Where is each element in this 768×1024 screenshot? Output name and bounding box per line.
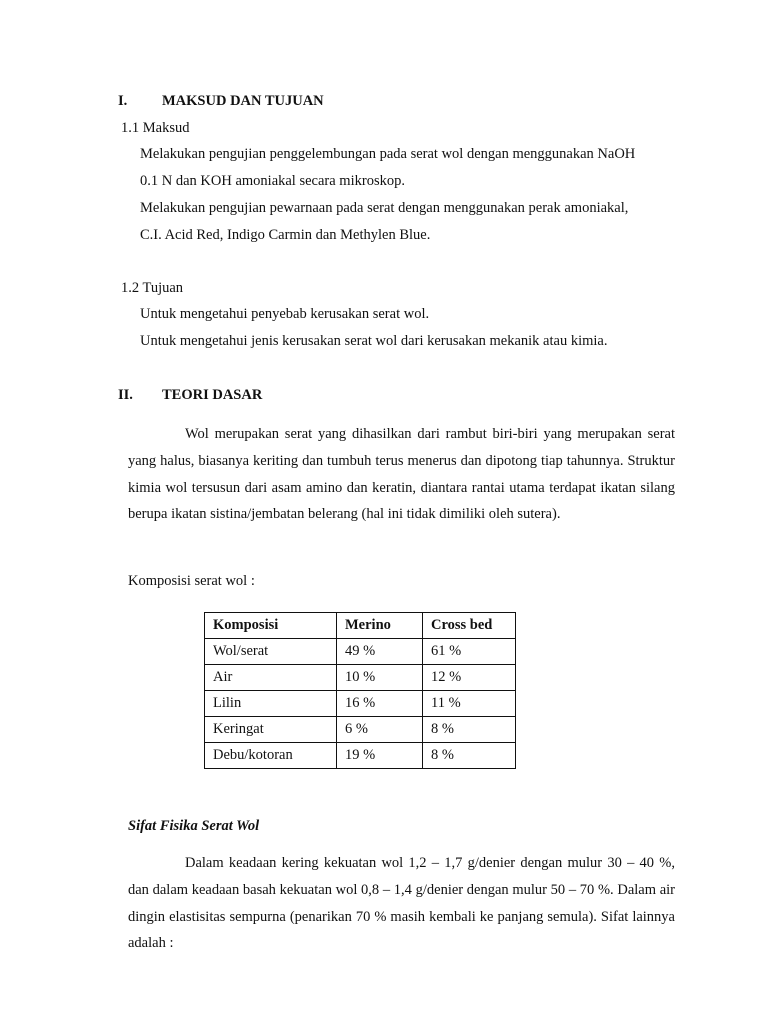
- table-cell: 8 %: [423, 717, 516, 743]
- section-2-number: II.: [118, 387, 133, 403]
- section-1-number: I.: [118, 93, 128, 109]
- teori-paragraph: [128, 421, 675, 528]
- table-cell: 8 %: [423, 743, 516, 769]
- table-header-merino: Merino: [337, 613, 423, 639]
- section-1-title: MAKSUD DAN TUJUAN: [162, 93, 324, 109]
- table-cell: 12 %: [423, 665, 516, 691]
- sifat-fisika-heading: Sifat Fisika Serat Wol: [128, 818, 260, 834]
- table-row: [205, 717, 516, 743]
- table-header-row: [205, 613, 516, 639]
- tujuan-heading: 1.2 Tujuan: [121, 280, 184, 296]
- table-row: [205, 639, 516, 665]
- table-cell: Debu/kotoran: [205, 743, 337, 769]
- maksud-line-1: Melakukan pengujian penggelembungan pada serat wol dengan menggunakan NaOH: [140, 146, 636, 162]
- table-cell: 16 %: [337, 691, 423, 717]
- table-cell: 11 %: [423, 691, 516, 717]
- table-cell: Wol/serat: [205, 639, 337, 665]
- table-cell: 61 %: [423, 639, 516, 665]
- maksud-line-3: Melakukan pengujian pewarnaan pada serat dengan menggunakan perak amoniakal,: [140, 200, 629, 216]
- table-cell: 10 %: [337, 665, 423, 691]
- table-header-cross-bed: Cross bed: [423, 613, 516, 639]
- table-cell: 19 %: [337, 743, 423, 769]
- sifat-paragraph-text: Dalam keadaan kering kekuatan wol 1,2 – 1,7 g/denier dengan mulur 30 – 40 %, dan dalam keadaan basah kekuatan wol 0,8 – 1,4 g/denier dengan mulur 50 – 70 %. Dalam air dingin elastisitas sempurna (penarikan 70 % masih kembali ke panjang semula). Sifat lainnya adalah :: [128, 855, 675, 952]
- table-cell: 6 %: [337, 717, 423, 743]
- komposisi-table: [204, 612, 516, 769]
- table-row: [205, 691, 516, 717]
- table-cell: Keringat: [205, 717, 337, 743]
- maksud-heading: 1.1 Maksud: [121, 120, 190, 136]
- teori-paragraph-text: Wol merupakan serat yang dihasilkan dari rambut biri-biri yang merupakan serat yang halus, biasanya keriting dan tumbuh terus menerus dan dipotong tiap tahunnya. Struktur kimia wol tersusun dari asam amino dan keratin, diantara rantai utama terdapat ikatan silang berupa ikatan sistina/jembatan belerang (hal ini tidak dimiliki oleh sutera).: [128, 426, 675, 523]
- tujuan-line-2: Untuk mengetahui jenis kerusakan serat wol dari kerusakan mekanik atau kimia.: [140, 333, 608, 349]
- table-row: [205, 665, 516, 691]
- table-row: [205, 743, 516, 769]
- section-2-title: TEORI DASAR: [162, 387, 263, 403]
- table-cell: 49 %: [337, 639, 423, 665]
- sifat-paragraph: [128, 850, 675, 957]
- komposisi-label: Komposisi serat wol :: [128, 573, 255, 589]
- maksud-line-2: 0.1 N dan KOH amoniakal secara mikroskop.: [140, 173, 405, 189]
- table-cell: Air: [205, 665, 337, 691]
- table-cell: Lilin: [205, 691, 337, 717]
- table-header-komposisi: Komposisi: [205, 613, 337, 639]
- tujuan-line-1: Untuk mengetahui penyebab kerusakan serat wol.: [140, 306, 430, 322]
- maksud-line-4: C.I. Acid Red, Indigo Carmin dan Methylen Blue.: [140, 227, 431, 243]
